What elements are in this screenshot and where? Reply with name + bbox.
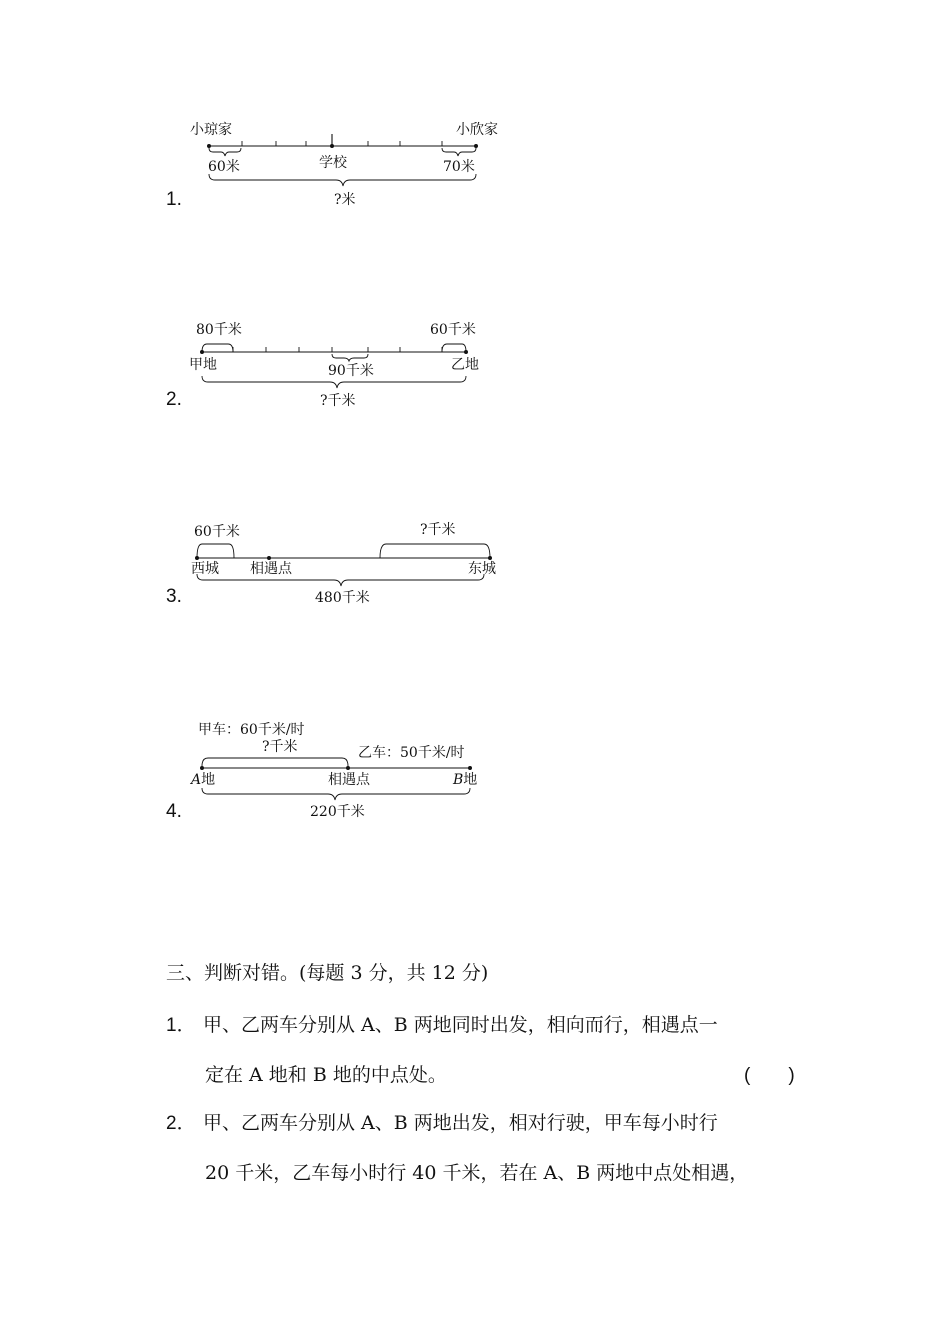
diagram-2 bbox=[180, 318, 520, 418]
diagram-4-meet-point bbox=[346, 766, 350, 770]
question-1-number: 1． bbox=[166, 1015, 196, 1036]
diagram-2-mid-seg: 90千米 bbox=[328, 363, 374, 379]
diagram-2-left-seg: 80千米 bbox=[196, 322, 242, 338]
diagram-3-west-point bbox=[195, 556, 199, 560]
diagram-4-number: 4. bbox=[166, 801, 182, 822]
diagram-2-right-seg: 60千米 bbox=[430, 322, 476, 338]
diagram-3-meet-label: 相遇点 bbox=[250, 561, 292, 577]
diagram-2-left-label: 甲地 bbox=[189, 357, 217, 373]
diagram-2-right-label: 乙地 bbox=[451, 357, 479, 373]
diagram-4-top-brace bbox=[202, 758, 348, 766]
question-1-answer-blank[interactable]: ( ) bbox=[744, 1065, 795, 1086]
diagram-4-left-suffix: 地 bbox=[201, 772, 216, 788]
diagram-2-right-top-brace bbox=[442, 344, 466, 352]
diagram-1-school-point bbox=[330, 144, 334, 148]
diagram-3 bbox=[180, 516, 520, 616]
diagram-1-total: ?米 bbox=[334, 192, 356, 208]
diagram-1-total-brace bbox=[209, 174, 476, 186]
diagram-3-east-point bbox=[488, 556, 492, 560]
diagram-3-meet-point bbox=[267, 556, 271, 560]
diagram-1-left-seg: 60米 bbox=[208, 159, 240, 175]
diagram-3-total: 480千米 bbox=[315, 590, 370, 606]
diagram-3-total-brace bbox=[197, 574, 484, 586]
question-2-line-1: 甲、乙两车分别从 A、B 两地出发，相对行驶，甲车每小时行 bbox=[203, 1112, 718, 1134]
diagram-3-right-seg: ?千米 bbox=[420, 522, 456, 538]
diagram-4-a-point bbox=[200, 766, 204, 770]
diagram-3-left-seg: 60千米 bbox=[194, 524, 240, 540]
diagram-1-left-label: 小琼家 bbox=[190, 122, 232, 138]
diagram-1-start-point bbox=[207, 144, 211, 148]
question-1-line-2: 定在 A 地和 B 地的中点处。 bbox=[205, 1064, 447, 1086]
diagram-1-number: 1. bbox=[166, 189, 182, 210]
diagram-4-meet-label: 相遇点 bbox=[328, 772, 370, 788]
diagram-3-left-top-brace bbox=[197, 544, 234, 558]
diagram-3-number: 3. bbox=[166, 586, 182, 607]
diagram-4-left-label bbox=[189, 771, 215, 788]
diagram-1-end-point bbox=[474, 144, 478, 148]
diagram-2-number: 2. bbox=[166, 389, 182, 410]
question-1-line-1: 甲、乙两车分别从 A、B 两地同时出发，相向而行，相遇点一 bbox=[203, 1014, 718, 1036]
diagram-4-total: 220千米 bbox=[310, 804, 365, 820]
diagram-2-mid-brace bbox=[332, 354, 368, 361]
diagram-4-right-label bbox=[452, 771, 477, 788]
diagram-2-end-point bbox=[464, 350, 468, 354]
diagram-1-right-brace bbox=[442, 148, 476, 156]
diagram-2-ticks bbox=[233, 347, 442, 352]
diagram-3-right-label: 东城 bbox=[468, 561, 496, 577]
diagram-1-ticks bbox=[242, 134, 442, 146]
diagram-1-left-brace bbox=[209, 148, 241, 156]
diagram-4-car-a: 甲车：60千米/时 bbox=[198, 722, 305, 738]
diagram-2-left-top-brace bbox=[202, 344, 233, 352]
diagram-1-right-label: 小欣家 bbox=[456, 122, 498, 138]
diagram-4-right-letter: B bbox=[453, 772, 464, 788]
diagram-1 bbox=[180, 118, 520, 218]
question-2-line-2: 20 千米，乙车每小时行 40 千米，若在 A、B 两地中点处相遇， bbox=[205, 1162, 749, 1184]
diagram-4 bbox=[180, 714, 520, 824]
diagram-3-left-label: 西城 bbox=[191, 561, 219, 577]
section-title: 三、判断对错。(每题 3 分，共 12 分) bbox=[166, 962, 489, 984]
diagram-4-total-brace bbox=[202, 788, 470, 800]
diagram-4-b-point bbox=[468, 766, 472, 770]
diagram-4-unknown: ?千米 bbox=[262, 739, 298, 755]
diagram-4-right-suffix: 地 bbox=[463, 772, 478, 788]
diagram-4-car-b: 乙车：50千米/时 bbox=[358, 745, 465, 761]
diagram-3-right-top-brace bbox=[380, 544, 490, 558]
diagram-1-right-seg: 70米 bbox=[443, 159, 475, 175]
question-2-number: 2． bbox=[166, 1113, 196, 1134]
diagram-4-left-letter: A bbox=[191, 772, 202, 788]
diagram-2-start-point bbox=[200, 350, 204, 354]
diagram-2-total: ?千米 bbox=[320, 393, 356, 409]
diagram-1-mid-label: 学校 bbox=[319, 155, 347, 171]
